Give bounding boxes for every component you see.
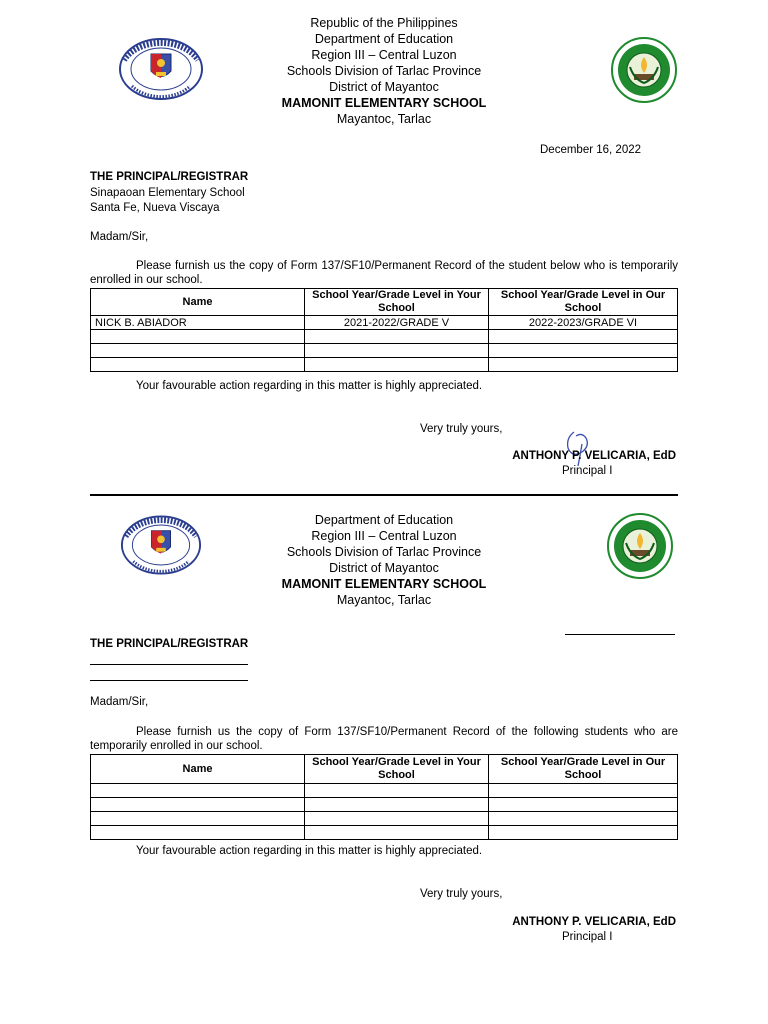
letter-body [90, 725, 678, 753]
header-line: Republic of the Philippines [310, 16, 458, 30]
column-header: School Year/Grade Level in Your School [305, 755, 489, 784]
table-cell [305, 330, 489, 344]
table-cell [91, 784, 305, 798]
table-cell [305, 358, 489, 372]
signatory-name: ANTHONY P. VELICARIA, EdD [512, 450, 676, 462]
header-line: Schools Division of Tarlac Province [286, 545, 482, 559]
school-name: MAMONIT ELEMENTARY SCHOOL [281, 96, 487, 110]
letter-body [90, 259, 678, 287]
header-line: Department of Education [314, 32, 454, 46]
table-cell [91, 358, 305, 372]
deped-seal-logo [120, 515, 202, 575]
addressee-blank-line [90, 680, 248, 681]
table-cell: 2021-2022/GRADE V [305, 316, 489, 330]
table-cell [489, 330, 678, 344]
table-cell [489, 344, 678, 358]
signature-mark [560, 428, 600, 468]
school-name: MAMONIT ELEMENTARY SCHOOL [281, 577, 487, 591]
table-cell [305, 784, 489, 798]
table-cell [91, 330, 305, 344]
table-cell [489, 826, 678, 840]
table-row [91, 826, 678, 840]
signatory-position: Principal I [562, 465, 613, 477]
closing-line: Your favourable action regarding in this matter is highly appreciated. [136, 845, 483, 857]
column-header: Name [91, 755, 305, 784]
student-table [90, 754, 678, 840]
header-line: District of Mayantoc [329, 80, 439, 94]
column-header: Name [91, 289, 305, 316]
deped-seal-logo [118, 38, 204, 100]
header-line: Region III – Central Luzon [311, 48, 457, 62]
table-cell [305, 812, 489, 826]
complimentary-close: Very truly yours, [420, 888, 503, 900]
signatory-position: Principal I [562, 931, 613, 943]
table-row [91, 330, 678, 344]
table-header-row [91, 755, 678, 784]
school-location: Mayantoc, Tarlac [336, 593, 432, 607]
letter-body-text: Please furnish us the copy of Form 137/SF10/Permanent Record of the student below who is temporarily enrolled in our school. [90, 260, 678, 286]
table-cell [489, 784, 678, 798]
header-line: Schools Division of Tarlac Province [286, 64, 482, 78]
header-line: Region III – Central Luzon [311, 529, 457, 543]
column-header: School Year/Grade Level in Your School [305, 289, 489, 316]
letterhead [234, 512, 534, 608]
addressee-address: Santa Fe, Nueva Viscaya [90, 202, 220, 214]
closing-line: Your favourable action regarding in this matter is highly appreciated. [136, 380, 483, 392]
table-cell [91, 812, 305, 826]
header-line: Department of Education [314, 513, 454, 527]
table-row [91, 358, 678, 372]
table-cell [305, 798, 489, 812]
addressee-blank-line [90, 664, 248, 665]
addressee: THE PRINCIPAL/REGISTRAR [90, 171, 249, 183]
table-row [91, 316, 678, 330]
addressee-school: Sinapaoan Elementary School [90, 187, 245, 199]
table-cell [305, 826, 489, 840]
student-table [90, 288, 678, 372]
section-divider [90, 494, 678, 496]
table-cell [489, 798, 678, 812]
table-header-row [91, 289, 678, 316]
table-cell [305, 344, 489, 358]
letter-date: December 16, 2022 [540, 144, 642, 156]
table-row [91, 798, 678, 812]
school-seal-logo [610, 37, 678, 103]
complimentary-close: Very truly yours, [420, 423, 503, 435]
date-blank [565, 634, 675, 635]
column-header: School Year/Grade Level in Our School [489, 755, 678, 784]
table-cell: NICK B. ABIADOR [91, 316, 305, 330]
salutation: Madam/Sir, [90, 231, 149, 243]
table-row [91, 784, 678, 798]
addressee: THE PRINCIPAL/REGISTRAR [90, 638, 249, 650]
table-cell [91, 826, 305, 840]
table-row [91, 344, 678, 358]
school-seal-logo [606, 513, 674, 579]
table-cell [91, 344, 305, 358]
table-cell [91, 798, 305, 812]
school-location: Mayantoc, Tarlac [336, 112, 432, 126]
table-cell [489, 358, 678, 372]
column-header: School Year/Grade Level in Our School [489, 289, 678, 316]
table-cell [489, 812, 678, 826]
salutation: Madam/Sir, [90, 696, 149, 708]
letter-body-text: Please furnish us the copy of Form 137/SF10/Permanent Record of the following students who are temporarily enrolled in our school. [90, 726, 678, 752]
signatory-name: ANTHONY P. VELICARIA, EdD [512, 916, 676, 928]
table-row [91, 812, 678, 826]
table-cell: 2022-2023/GRADE VI [489, 316, 678, 330]
letterhead [234, 15, 534, 127]
header-line: District of Mayantoc [329, 561, 439, 575]
